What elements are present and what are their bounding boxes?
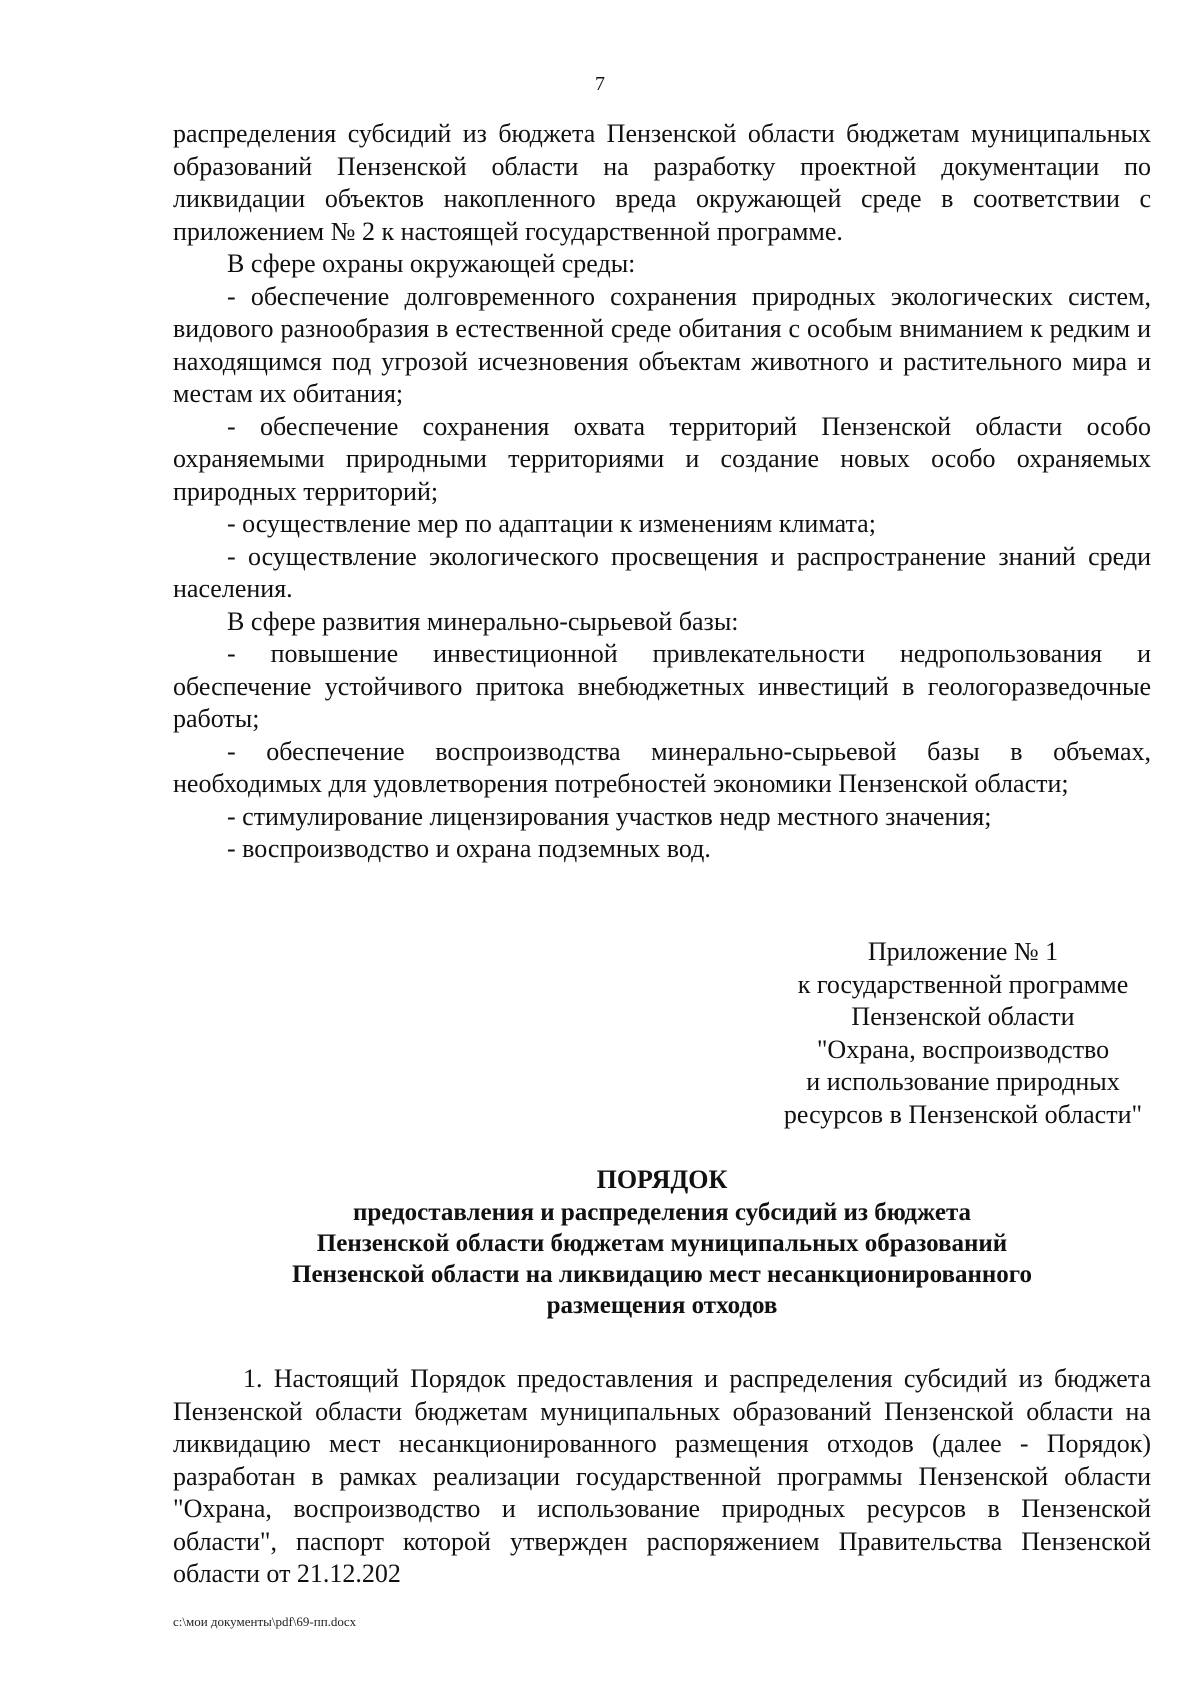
section-text	[173, 1363, 1151, 1591]
title-line: размещения отходов	[546, 1292, 778, 1319]
paragraph: - повышение инвестиционной привлекательности недропользования и обеспечение устойчивого притока внебюджетных инвестиций в геологоразведочные работы;	[173, 639, 1151, 733]
paragraph: В сфере охраны окружающей среды:	[227, 249, 636, 278]
paragraph: В сфере развития минерально-сырьевой базы:	[227, 606, 739, 636]
footer-file-path: c:\мои документы\pdf\69-пп.docx	[173, 1614, 357, 1629]
paragraph: - обеспечение долговременного сохранения природных экологических систем, видового разнообразия в естественной среде обитания с особым вниманием к редким и находящимся под угрозой исчезновения объектам животного и растительного мира и местам их обитания;	[173, 281, 1151, 408]
appendix-line: к государственной программе	[797, 969, 1129, 999]
title-line: Пензенской области бюджетам муниципальных образований	[316, 1230, 1008, 1257]
appendix-line: Приложение № 1	[867, 937, 1059, 966]
paragraph: - обеспечение воспроизводства минерально-сырьевой базы в объемах, необходимых для удовлетворения потребностей экономики Пензенской области;	[173, 736, 1151, 798]
title-main: ПОРЯДОК	[596, 1165, 728, 1194]
appendix-line: и использование природных	[806, 1067, 1120, 1096]
appendix-line: "Охрана, воспроизводство	[816, 1034, 1110, 1064]
page-number: 7	[595, 73, 605, 95]
paragraph: - осуществление мер по адаптации к изменениям климата;	[227, 509, 876, 538]
body-text	[173, 118, 1151, 866]
appendix-line: ресурсов в Пензенской области"	[783, 1099, 1143, 1129]
paragraph: - обеспечение сохранения охвата территорий Пензенской области особо охраняемыми природными территориями и создание новых особо охраняемых природных территорий;	[173, 411, 1151, 506]
paragraph: - стимулирование лицензирования участков недр местного значения;	[227, 801, 992, 831]
section-paragraph: 1. Настоящий Порядок предоставления и распределения субсидий из бюджета Пензенской области бюджетам муниципальных образований Пензенской области на ликвидацию мест несанкционированного размещения отходов (далее - Порядок) разработан в рамках реализации государственной программы Пензенской области "Охрана, воспроизводство и использование природных ресурсов в Пензенской области", паспорт которой утвержден распоряжением Правительства Пензенской области от 21.12.202	[173, 1364, 1151, 1588]
paragraph: - воспроизводство и охрана подземных вод.	[227, 834, 711, 863]
document-title	[173, 1163, 1151, 1321]
title-line: предоставления и распределения субсидий из бюджета	[352, 1199, 972, 1226]
title-line: Пензенской области на ликвидацию мест несанкционированного	[292, 1261, 1032, 1288]
paragraph: распределения субсидий из бюджета Пензенской области бюджетам муниципальных образований Пензенской области на разработку проектной документации по ликвидации объектов накопленного вреда окружающей среде в соответствии с приложением № 2 к настоящей государственной программе.	[173, 119, 1151, 246]
paragraph: - осуществление экологического просвещения и распространение знаний среди населения.	[173, 541, 1151, 603]
appendix-line: Пензенской области	[851, 1002, 1075, 1031]
appendix-block	[720, 936, 1200, 1131]
